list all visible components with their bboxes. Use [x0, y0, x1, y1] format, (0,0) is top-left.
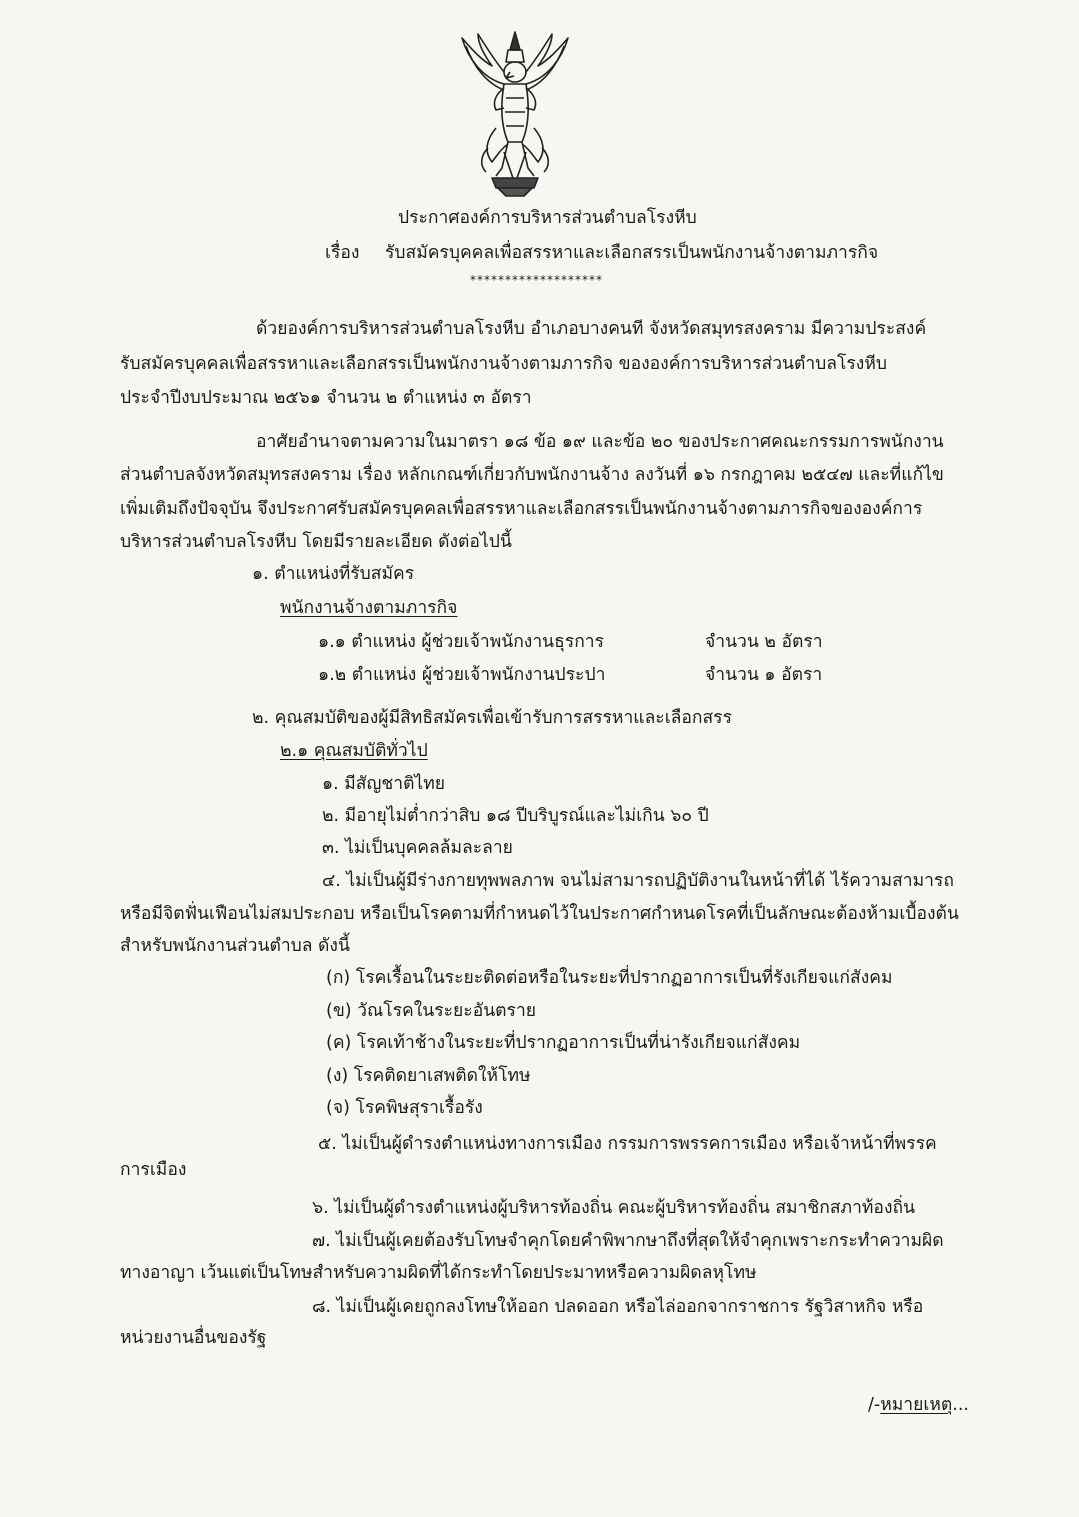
disease-c: (ค) โรคเท้าช้างในระยะที่ปรากฏอาการเป็นที่น่ารังเกียจแก่สังคม	[326, 1033, 801, 1053]
qualification-7-line-1: ๗. ไม่เป็นผู้เคยต้องรับโทษจำคุกโดยคำพิพากษาถึงที่สุดให้จำคุกเพราะกระทำความผิด	[312, 1231, 944, 1251]
subject-label: เรื่อง	[325, 243, 360, 263]
position-1-count: จำนวน ๒ อัตรา	[705, 632, 823, 652]
qualification-1: ๑. มีสัญชาติไทย	[322, 774, 446, 794]
intro-p1-line-3: ประจำปีงบประมาณ ๒๕๖๑ จำนวน ๒ ตำแหน่ง ๓ อัตรา	[120, 388, 532, 408]
disease-e: (จ) โรคพิษสุราเรื้อรัง	[326, 1098, 483, 1118]
intro-p1-line-1: ด้วยองค์การบริหารส่วนตำบลโรงหีบ อำเภอบางคนที จังหวัดสมุทรสงคราม มีความประสงค์	[256, 319, 927, 339]
qualification-5-line-2: การเมือง	[120, 1160, 187, 1180]
section1-heading: ๑. ตำแหน่งที่รับสมัคร	[252, 564, 415, 584]
continuation-prefix: /-	[868, 1395, 881, 1415]
continuation-word: หมายเหตุ	[880, 1395, 953, 1415]
continuation-suffix: ...	[952, 1395, 969, 1415]
qualification-2: ๒. มีอายุไม่ต่ำกว่าสิบ ๑๘ ปีบริบูรณ์และไม่เกิน ๖๐ ปี	[322, 806, 709, 826]
qualification-4-line-3: สำหรับพนักงานส่วนตำบล ดังนี้	[120, 936, 350, 956]
position-2-count: จำนวน ๑ อัตรา	[705, 665, 823, 685]
intro-p1-line-2: รับสมัครบุคคลเพื่อสรรหาและเลือกสรรเป็นพนักงานจ้างตามภารกิจ ขององค์การบริหารส่วนตำบลโรงหีบ	[120, 354, 888, 374]
qualification-4-line-2: หรือมีจิตฟั่นเฟือนไม่สมประกอบ หรือเป็นโรคตามที่กำหนดไว้ในประกาศกำหนดโรคที่เป็นลักษณะต้องห้ามเบื้องต้น	[120, 904, 959, 924]
continuation-note	[868, 1393, 969, 1417]
intro-p2-line-4: บริหารส่วนตำบลโรงหีบ โดยมีรายละเอียด ดังต่อไปนี้	[120, 532, 512, 552]
garuda-emblem-icon	[452, 28, 578, 198]
separator-stars: *******************	[470, 273, 603, 287]
qualification-5-line-1: ๕. ไม่เป็นผู้ดำรงตำแหน่งทางการเมือง กรรมการพรรคการเมือง หรือเจ้าหน้าที่พรรค	[318, 1134, 937, 1154]
announcement-title: ประกาศองค์การบริหารส่วนตำบลโรงหีบ	[398, 208, 697, 228]
disease-a: (ก) โรคเรื้อนในระยะติดต่อหรือในระยะที่ปรากฏอาการเป็นที่รังเกียจแก่สังคม	[326, 968, 893, 988]
intro-p2-line-2: ส่วนตำบลจังหวัดสมุทรสงคราม เรื่อง หลักเกณฑ์เกี่ยวกับพนักงานจ้าง ลงวันที่ ๑๖ กรกฎาคม ๒๕๔๗ และที่แก้ไข	[120, 465, 944, 485]
section2-heading: ๒. คุณสมบัติของผู้มีสิทธิสมัครเพื่อเข้ารับการสรรหาและเลือกสรร	[252, 708, 732, 728]
position-1-label: ๑.๑ ตำแหน่ง ผู้ช่วยเจ้าพนักงานธุรการ	[318, 632, 605, 652]
disease-b: (ข) วัณโรคในระยะอันตราย	[326, 1001, 537, 1021]
qualification-3: ๓. ไม่เป็นบุคคลล้มละลาย	[322, 838, 513, 858]
qualification-7-line-2: ทางอาญา เว้นแต่เป็นโทษสำหรับความผิดที่ได้กระทำโดยประมาทหรือความผิดลหุโทษ	[120, 1263, 757, 1283]
intro-p2-line-3: เพิ่มเติมถึงปัจจุบัน จึงประกาศรับสมัครบุคคลเพื่อสรรหาและเลือกสรรเป็นพนักงานจ้างตามภารกิจขององค์การ	[120, 499, 923, 519]
section2-subheading: ๒.๑ คุณสมบัติทั่วไป	[280, 741, 428, 761]
disease-d: (ง) โรคติดยาเสพติดให้โทษ	[326, 1066, 531, 1086]
qualification-8-line-1: ๘. ไม่เป็นผู้เคยถูกลงโทษให้ออก ปลดออก หรือไล่ออกจากราชการ รัฐวิสาหกิจ หรือ	[312, 1297, 924, 1317]
position-2-label: ๑.๒ ตำแหน่ง ผู้ช่วยเจ้าพนักงานประปา	[318, 665, 606, 685]
subject-text: รับสมัครบุคคลเพื่อสรรหาและเลือกสรรเป็นพนักงานจ้างตามภารกิจ	[385, 243, 879, 263]
qualification-6: ๖. ไม่เป็นผู้ดำรงตำแหน่งผู้บริหารท้องถิ่น คณะผู้บริหารท้องถิ่น สมาชิกสภาท้องถิ่น	[312, 1198, 916, 1218]
qualification-8-line-2: หน่วยงานอื่นของรัฐ	[120, 1328, 267, 1348]
intro-p2-line-1: อาศัยอำนาจตามความในมาตรา ๑๘ ข้อ ๑๙ และข้อ ๒๐ ของประกาศคณะกรรมการพนักงาน	[256, 432, 944, 452]
qualification-4-line-1: ๔. ไม่เป็นผู้มีร่างกายทุพพลภาพ จนไม่สามารถปฏิบัติงานในหน้าที่ได้ ไร้ความสามารถ	[322, 871, 954, 891]
section1-subheading: พนักงานจ้างตามภารกิจ	[280, 598, 458, 618]
